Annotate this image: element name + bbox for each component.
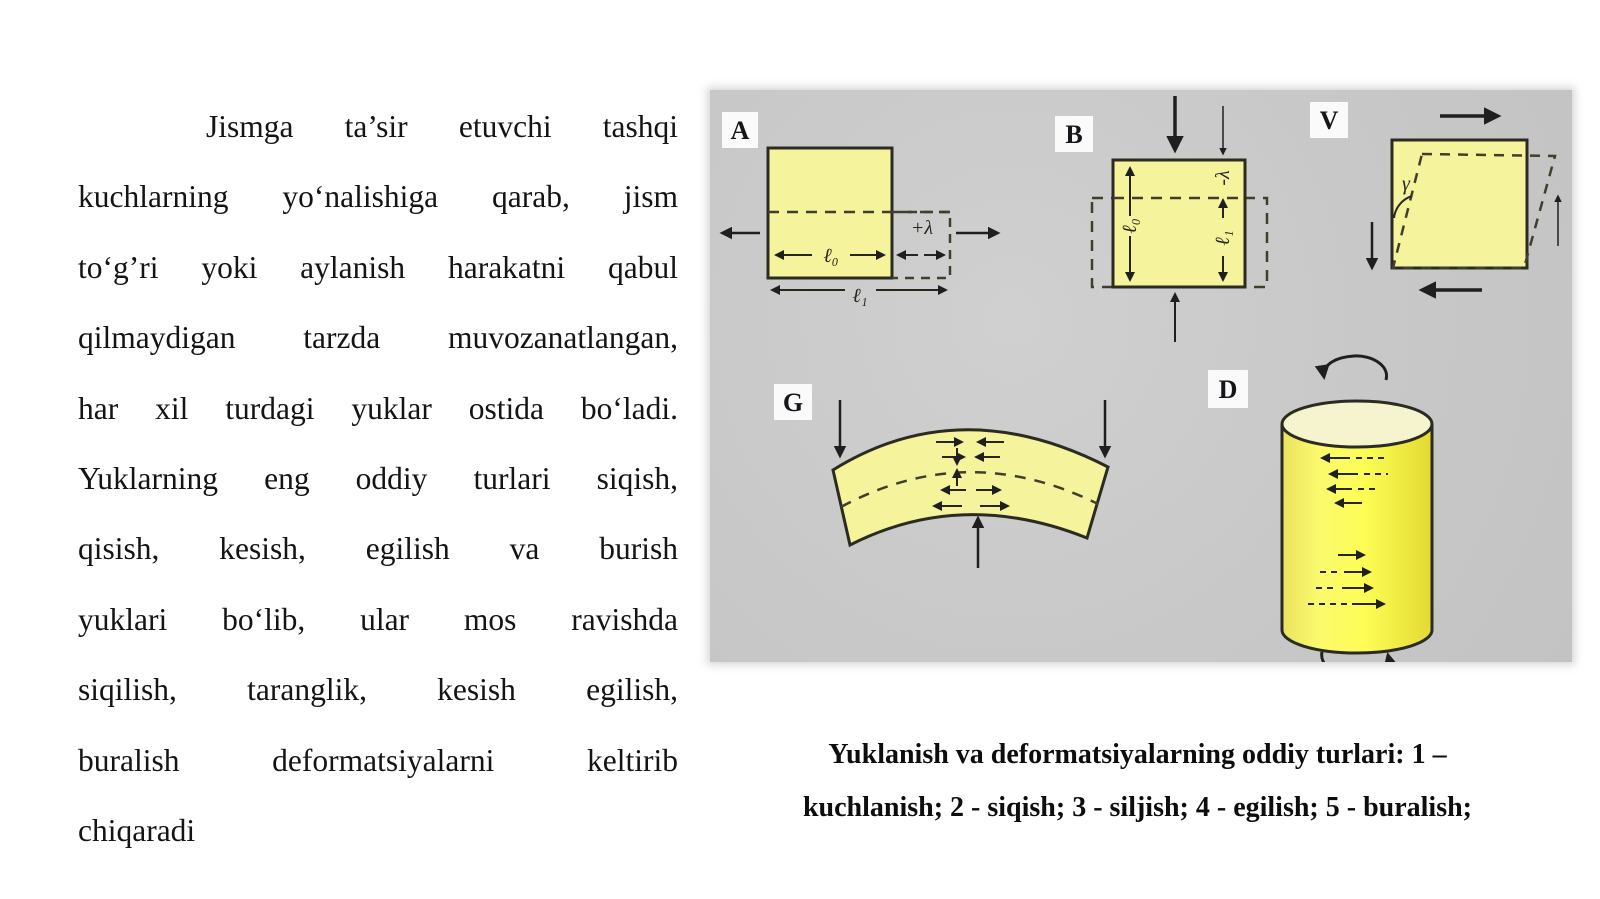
paragraph-line: yuklari bo‘lib, ular mos ravishda: [78, 601, 678, 637]
figure-caption: [730, 728, 1545, 834]
torque-arrow-top: [1324, 356, 1387, 380]
panel-d-torsion: [1208, 356, 1432, 662]
gamma-label: γ: [1402, 173, 1410, 195]
figure-loads-diagram: [710, 90, 1572, 662]
panel-g-bending: [774, 384, 1108, 568]
paragraph-line: Jismga ta’sir etuvchi tashqi: [206, 109, 678, 144]
l0-label: ℓ₀: [823, 245, 839, 267]
specimen-square: [1392, 140, 1527, 268]
paragraph-line: Yuklarning eng oddiy turlari siqish,: [78, 460, 678, 496]
panel-v-label: V: [1319, 106, 1339, 135]
panel-a-tension: [722, 112, 998, 307]
panel-b-compression: [1055, 96, 1267, 342]
panel-v-shear: [1310, 102, 1558, 290]
panel-a-label: A: [730, 116, 750, 145]
paragraph-line: qisish, kesish, egilish va burish: [78, 531, 678, 567]
panel-d-label: D: [1218, 375, 1238, 404]
delta-minus-label: -λ: [1212, 170, 1234, 186]
panel-b-label: B: [1065, 120, 1083, 149]
paragraph-line: to‘g’ri yoki aylanish harakatni qabul: [78, 249, 678, 285]
l1-label: ℓ₁: [1212, 230, 1234, 246]
curved-beam: [833, 430, 1108, 545]
paragraph-line: chiqaradi: [78, 812, 196, 848]
paragraph-line: buralish deformatsiyalarni keltirib: [78, 742, 678, 778]
diagram-svg: [710, 90, 1572, 662]
l1-label: ℓ₁: [852, 285, 868, 307]
delta-plus-label: +λ: [910, 217, 934, 239]
caption-line-1: Yuklanish va deformatsiyalarning oddiy turlari: 1 –: [828, 739, 1447, 770]
paragraph-line: kuchlarning yo‘nalishiga qarab, jism: [78, 179, 678, 215]
body-text: [78, 92, 678, 866]
l0-label: ℓ₀: [1119, 218, 1141, 234]
panel-g-label: G: [782, 388, 804, 417]
paragraph-line: har xil turdagi yuklar ostida bo‘ladi.: [78, 390, 678, 426]
cylinder-top: [1282, 401, 1432, 447]
paragraph-line: qilmaydigan tarzda muvozanatlangan,: [78, 320, 678, 356]
caption-line-2: kuchlanish; 2 - siqish; 3 - siljish; 4 - egilish; 5 - buralish;: [802, 792, 1473, 823]
paragraph-line: siqilish, taranglik, kesish egilish,: [78, 672, 678, 708]
